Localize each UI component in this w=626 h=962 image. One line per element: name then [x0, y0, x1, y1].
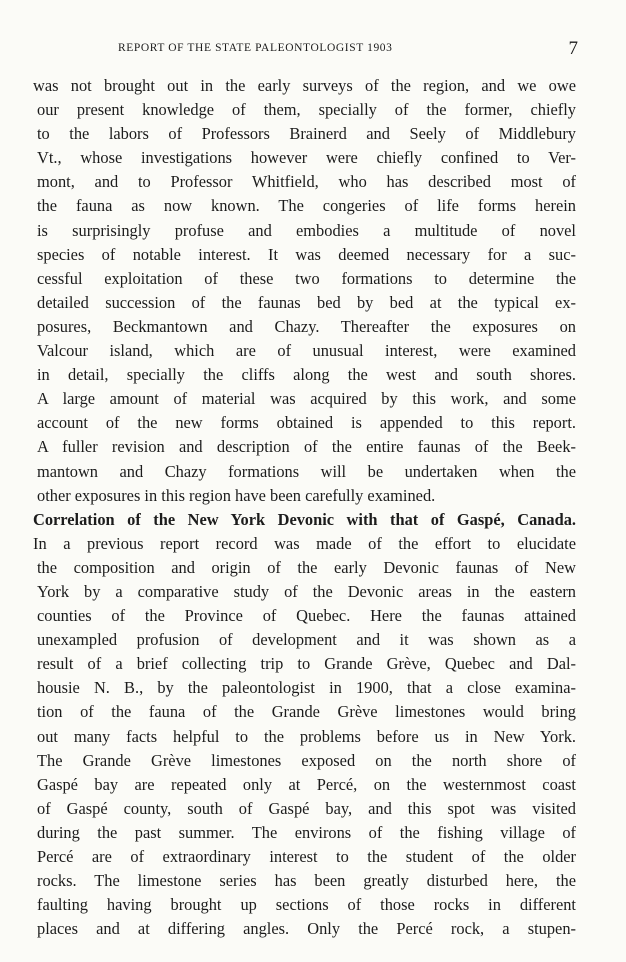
text-line: our present knowledge of them, specially of the former, chiefly	[37, 100, 576, 120]
text-line: out many facts helpful to the problems before us in New York.	[37, 726, 576, 746]
text-line: Gaspé bay are repeated only at Percé, on the westernmost coast	[37, 774, 576, 794]
text-line: to the labors of Professors Brainerd and Seely of Middlebury	[37, 124, 576, 144]
text-line: housie N. B., by the paleontologist in 1900, that a close examina-	[37, 678, 576, 698]
text-line: the fauna as now known. The congeries of life forms herein	[37, 196, 576, 216]
text-line: during the past summer. The environs of the fishing village of	[37, 822, 576, 842]
text-line: In a previous report record was made of the effort to elucidate	[33, 533, 576, 553]
text-line: counties of the Province of Quebec. Here the faunas attained	[37, 606, 576, 626]
text-line: The Grande Grève limestones exposed on the north shore of	[37, 750, 576, 770]
text-line: York by a comparative study of the Devonic areas in the eastern	[37, 581, 576, 601]
text-line: of Gaspé county, south of Gaspé bay, and this spot was visited	[37, 798, 576, 818]
text-line: rocks. The limestone series has been greatly disturbed here, the	[37, 871, 576, 891]
text-line: unexampled profusion of development and it was shown as a	[37, 630, 576, 650]
page-number: 7	[568, 38, 578, 59]
text-line: faulting having brought up sections of those rocks in different	[37, 895, 576, 915]
text-line: in detail, specially the cliffs along the west and south shores.	[37, 365, 576, 385]
text-line: places and at differing angles. Only the Percé rock, a stupen-	[37, 919, 576, 939]
text-line: other exposures in this region have been carefully examined.	[37, 485, 436, 505]
text-line: mont, and to Professor Whitfield, who has described most of	[37, 172, 576, 192]
text-line: result of a brief collecting trip to Grande Grève, Quebec and Dal-	[37, 654, 576, 674]
text-line: account of the new forms obtained is appended to this report.	[37, 413, 576, 433]
page-header	[118, 38, 578, 60]
text-line: detailed succession of the faunas bed by bed at the typical ex-	[37, 292, 576, 312]
text-line: is surprisingly profuse and embodies a multitude of novel	[37, 220, 576, 240]
text-line: mantown and Chazy formations will be undertaken when the	[37, 461, 576, 481]
text-line: the composition and origin of the early Devonic faunas of New	[37, 557, 576, 577]
text-line: was not brought out in the early surveys of the region, and we owe	[33, 76, 576, 95]
text-line: Vt., whose investigations however were chiefly confined to Ver-	[37, 148, 576, 168]
body-text	[33, 74, 576, 941]
text-line: Percé are of extraordinary interest to the student of the older	[37, 847, 576, 866]
text-line: A large amount of material was acquired by this work, and some	[37, 389, 576, 409]
text-line: posures, Beckmantown and Chazy. Thereafter the exposures on	[37, 316, 576, 336]
text-line: tion of the fauna of the Grande Grève limestones would bring	[37, 702, 576, 722]
text-line: species of notable interest. It was deemed necessary for a suc-	[37, 244, 576, 264]
section-heading: Correlation of the New York Devonic with that of Gaspé, Canada.	[33, 509, 576, 529]
running-head: REPORT OF THE STATE PALEONTOLOGIST 1903	[118, 42, 393, 54]
text-line: Valcour island, which are of unusual interest, were examined	[37, 341, 576, 361]
text-line: A fuller revision and description of the entire faunas of the Beek-	[37, 437, 576, 457]
text-line: cessful exploitation of these two formations to determine the	[37, 268, 576, 288]
